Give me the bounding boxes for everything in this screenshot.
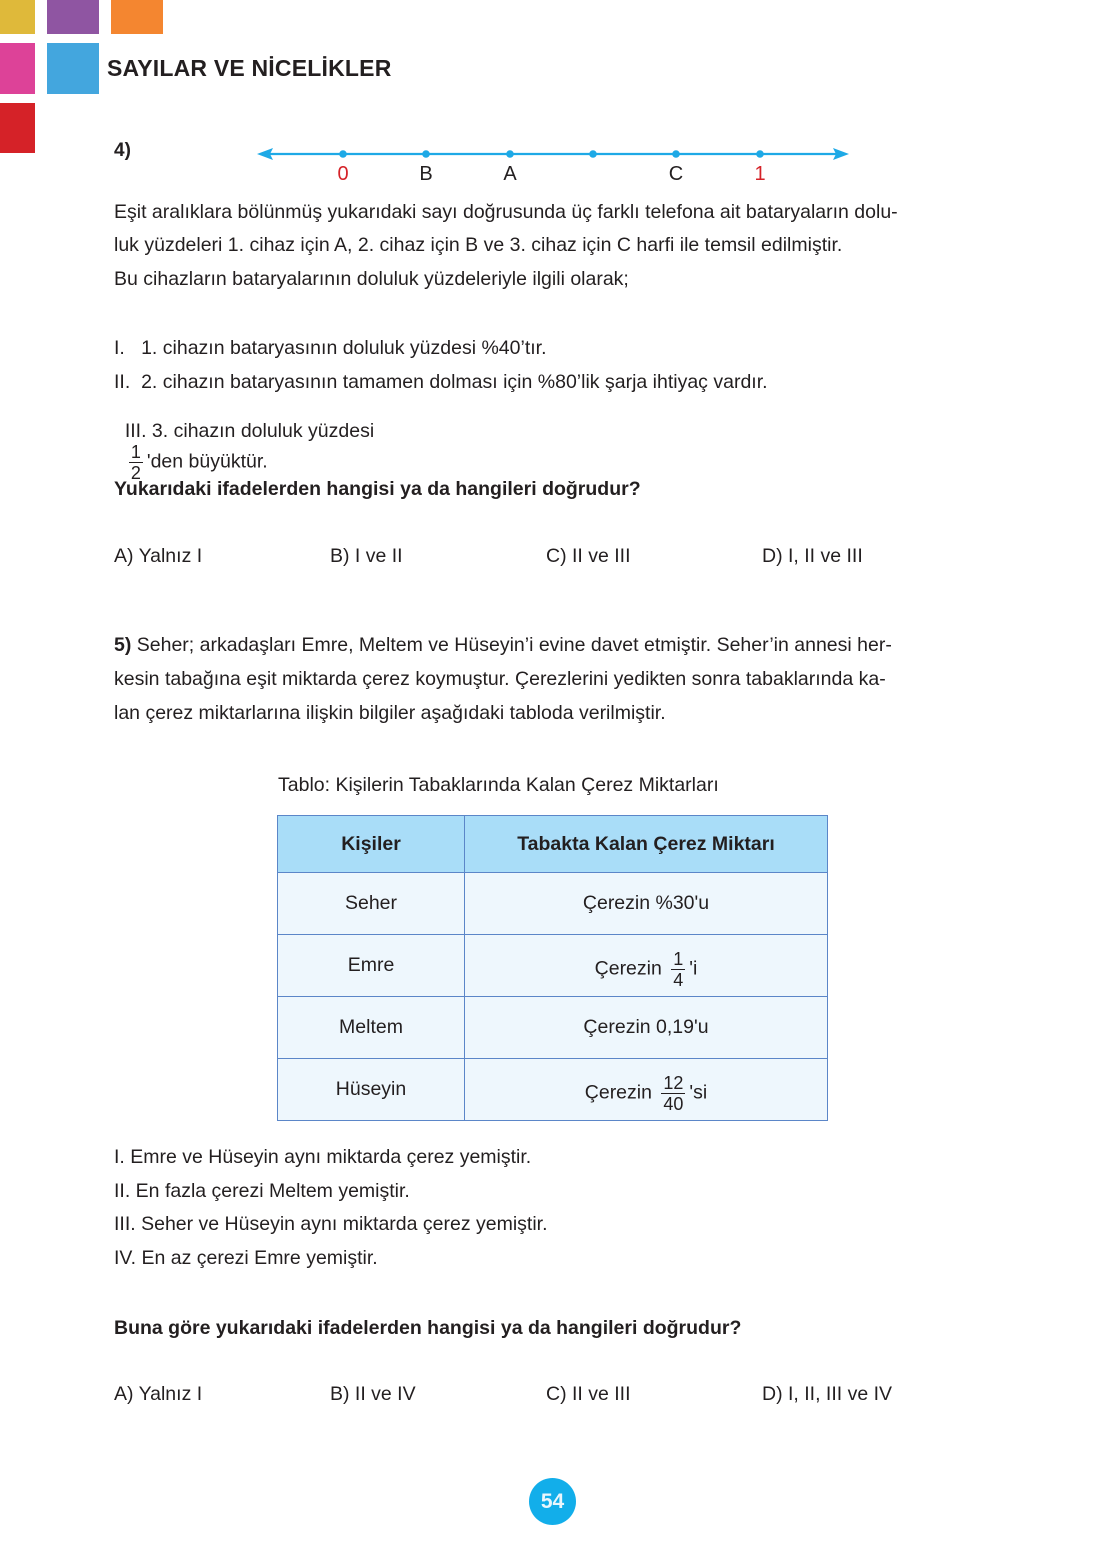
decor-square-purple xyxy=(47,0,99,34)
q4-statement-2: II. 2. cihazın bataryasının tamamen dolması için %80’lik şarja ihtiyaç vardır. xyxy=(114,371,768,393)
cell-amount: Çerezin %30'u xyxy=(465,873,828,935)
q5-statement-4: IV. En az çerezi Emre yemiştir. xyxy=(114,1247,378,1269)
number-line-label-c: C xyxy=(668,163,684,185)
q5-question: Buna göre yukarıdaki ifadelerden hangisi ya da hangileri doğrudur? xyxy=(114,1317,742,1339)
cell-person: Seher xyxy=(278,873,465,935)
cell-amount: Çerezin $\frac{1}{4}$ 'i xyxy=(465,935,828,997)
fraction-one-half: $\frac{1}{2}$ xyxy=(130,442,141,483)
q4-intro-line-1: Eşit aralıklara bölünmüş yukarıdaki sayı doğrusunda üç farklı telefona ait bataryaların dolu- xyxy=(114,201,898,223)
table-row xyxy=(278,935,828,997)
fraction-twelve-fortieths: $\frac{12}{40}$ xyxy=(663,1073,684,1114)
cell-amount: Çerezin 0,19'u xyxy=(465,997,828,1059)
decor-square-pink xyxy=(0,43,35,94)
q5-statement-2: II. En fazla çerezi Meltem yemiştir. xyxy=(114,1180,410,1202)
decor-square-orange xyxy=(111,0,163,34)
q4-option-b[interactable]: B) I ve II xyxy=(330,545,403,567)
table-header-row xyxy=(278,816,828,873)
decor-square-blue xyxy=(47,43,99,94)
q4-option-d[interactable]: D) I, II ve III xyxy=(762,545,863,567)
q4-intro-line-3: Bu cihazların bataryalarının doluluk yüzdeleriyle ilgili olarak; xyxy=(114,268,629,290)
header-remaining-amount: Tabakta Kalan Çerez Miktarı xyxy=(465,816,828,873)
number-line-label-b: B xyxy=(419,163,433,185)
q5-option-a[interactable]: A) Yalnız I xyxy=(114,1383,203,1405)
fraction-one-quarter: $\frac{1}{4}$ xyxy=(673,949,684,990)
q4-question: Yukarıdaki ifadelerden hangisi ya da hangileri doğrudur? xyxy=(114,478,641,500)
q4-statement-1: I. 1. cihazın bataryasının doluluk yüzdesi %40’tır. xyxy=(114,337,547,359)
cell-person: Hüseyin xyxy=(278,1059,465,1121)
header-people: Kişiler xyxy=(278,816,465,873)
cell-amount: Çerezin $\frac{12}{40}$ 'si xyxy=(465,1059,828,1121)
page-number-badge: 54 xyxy=(529,1478,576,1525)
decor-square-red xyxy=(0,103,35,153)
number-line-label-a: A xyxy=(503,163,517,185)
number-line-label-0: 0 xyxy=(337,163,349,185)
q5-statement-3: III. Seher ve Hüseyin aynı miktarda çerez yemiştir. xyxy=(114,1213,548,1235)
cookie-table xyxy=(277,815,828,1121)
q4-intro-line-2: luk yüzdeleri 1. cihaz için A, 2. cihaz için B ve 3. cihaz için C harfi ile temsil edilmiştir. xyxy=(114,234,843,256)
section-title: SAYILAR VE NİCELİKLER xyxy=(107,55,392,81)
q5-intro-line-1: 5) Seher; arkadaşları Emre, Meltem ve Hüseyin’i evine davet etmiştir. Seher’in annesi her- xyxy=(114,634,892,656)
table-row xyxy=(278,873,828,935)
q5-option-c[interactable]: C) II ve III xyxy=(546,1383,631,1405)
table-caption: Tablo: Kişilerin Tabaklarında Kalan Çerez Miktarları xyxy=(278,774,719,796)
table-row xyxy=(278,997,828,1059)
q4-option-a[interactable]: A) Yalnız I xyxy=(114,545,203,567)
number-line-label-1: 1 xyxy=(754,163,766,185)
q5-option-b[interactable]: B) II ve IV xyxy=(330,1383,416,1405)
q5-option-d[interactable]: D) I, II, III ve IV xyxy=(762,1383,893,1405)
q4-statement-3: III. 3. cihazın doluluk yüzdesi $\frac{1}{2}$ 'den büyüktür. xyxy=(124,420,375,483)
q5-statement-1: I. Emre ve Hüseyin aynı miktarda çerez yemiştir. xyxy=(114,1146,532,1168)
q4-option-c[interactable]: C) II ve III xyxy=(546,545,631,567)
question-5-number: 5) xyxy=(114,634,132,656)
q5-intro-line-2: kesin tabağına eşit miktarda çerez koymuştur. Çerezlerini yedikten sonra tabaklarında ka- xyxy=(114,668,886,690)
q5-intro-line-3: lan çerez miktarlarına ilişkin bilgiler aşağıdaki tabloda verilmiştir. xyxy=(114,702,666,724)
decor-square-yellow xyxy=(0,0,35,34)
table-row xyxy=(278,1059,828,1121)
cell-person: Meltem xyxy=(278,997,465,1059)
cell-person: Emre xyxy=(278,935,465,997)
question-4-number: 4) xyxy=(114,140,131,161)
